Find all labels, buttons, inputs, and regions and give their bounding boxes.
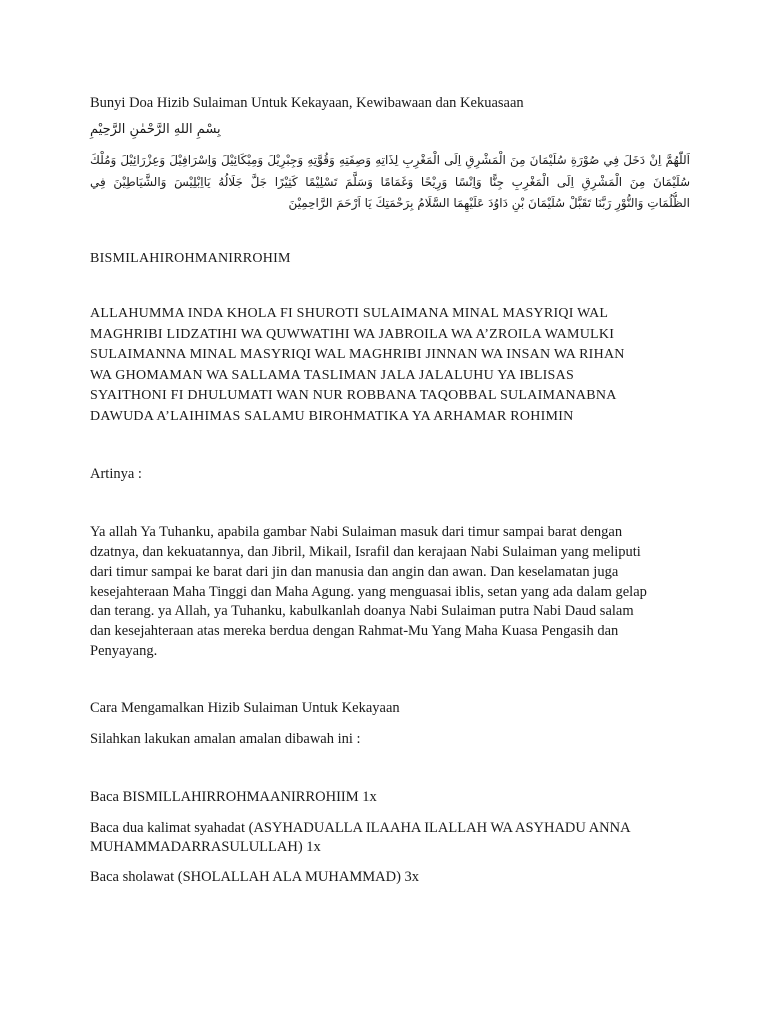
latin-prayer-line-6: DAWUDA A’LAIHIMAS SALAMU BIROHMATIKA YA ARHAMAR ROHIMIN (90, 409, 574, 424)
step-2-line-1: Baca dua kalimat syahadat (ASYHADUALLA ILAAHA ILALLAH WA ASYHADU ANNA (90, 820, 631, 836)
step-1: Baca BISMILLAHIRROHMAANIRROHIIM 1x (90, 789, 377, 805)
translation-line-6: dan kesejahteraan atas mereka berdua dengan Rahmat-Mu Yang Maha Kuasa Pengasih dan (90, 623, 619, 639)
translation-line-1: Ya allah Ya Tuhanku, apabila gambar Nabi Sulaiman masuk dari timur sampai barat dengan (90, 524, 623, 540)
latin-prayer-line-5: SYAITHONI FI DHULUMATI WAN NUR ROBBANA TAQOBBAL SULAIMANABNA (90, 388, 617, 403)
latin-prayer-line-3: SULAIMANNA MINAL MASYRIQI WAL MAGHRIBI JINNAN WA INSAN WA RIHAN (90, 347, 625, 362)
cara-heading: Cara Mengamalkan Hizib Sulaiman Untuk Kekayaan (90, 700, 400, 716)
translation-line-5: dan terang. ya Allah, ya Tuhanku, kabulkanlah doanya Nabi Sulaiman putra Nabi Daud salam (90, 603, 634, 619)
arabic-prayer-line-1: اَللّٰهُمَّ اِنْ دَخَلَ فِي صُوْرَةِ سُلَيْمَانَ مِنَ الْمَشْرِقِ اِلَى الْمَغْرِبِ لِذَاتِهِ وَصِفَتِهِ وَقُوَّتِهِ وَجِبْرِيْلَ وَمِيْكَائِيْلَ وَاِسْرَافِيْلَ وَعِزْرَائِيْلَ وَمُلْكَ (90, 153, 690, 167)
latin-basmalah: BISMILAHIROHMANIRROHIM (90, 251, 291, 266)
translation-line-3: dari timur sampai ke barat dari jin dan manusia dan angin dan awan. Dan keselamatan juga (90, 564, 619, 580)
document-title: Bunyi Doa Hizib Sulaiman Untuk Kekayaan, Kewibawaan dan Kekuasaan (90, 95, 524, 111)
latin-prayer-line-2: MAGHRIBI LIDZATIHI WA QUWWATIHI WA JABROILA WA A’ZROILA WAMULKI (90, 327, 615, 342)
step-2-line-2: MUHAMMADARRASULULLAH) 1x (90, 839, 321, 855)
document-page (90, 0, 692, 1024)
arabic-prayer-line-2: سُلَيْمَانَ مِنَ الْمَشْرِقِ اِلَى الْمَغْرِبِ جِنًّا وَاِنْسًا وَرِيْحًا وَغَمَامًا وَسَلَّمَ تَسْلِيْمًا كَثِيْرًا جَلَّ جَلَالُهُ يَااِبْلِيْسَ وَالشَّيَاطِيْنَ فِي (90, 175, 690, 189)
latin-prayer-line-1: ALLAHUMMA INDA KHOLA FI SHUROTI SULAIMANA MINAL MASYRIQI WAL (90, 306, 609, 321)
instruction-text: Silahkan lakukan amalan amalan dibawah ini : (90, 731, 361, 747)
arabic-prayer-line-3: الظُّلُمَاتِ وَالنُّوْرِ رَبَّنَا تَقَبَّلْ سُلَيْمَانَ بْنِ دَاوُدَ عَلَيْهِمَا السَّلَامُ بِرَحْمَتِكَ يَا اَرْحَمَ الرَّاحِمِيْنَ (288, 196, 690, 210)
artinya-label: Artinya : (90, 466, 142, 482)
translation-line-4: kesejahteraan Maha Tinggi dan Maha Agung. yang menguasai iblis, setan yang ada dalam gelap (90, 584, 647, 600)
translation-line-7: Penyayang. (90, 643, 158, 659)
latin-prayer-line-4: WA GHOMAMAN WA SALLAMA TASLIMAN JALA JALALUHU YA IBLISAS (90, 368, 574, 383)
translation-line-2: dzatnya, dan kekuatannya, dan Jibril, Mikail, Israfil dan kerajaan Nabi Sulaiman yang meliputi (90, 544, 641, 560)
arabic-basmalah: بِسْمِ اللهِ الرَّحْمٰنِ الرَّحِيْمِ (90, 122, 221, 137)
step-3: Baca sholawat (SHOLALLAH ALA MUHAMMAD) 3x (90, 869, 420, 885)
